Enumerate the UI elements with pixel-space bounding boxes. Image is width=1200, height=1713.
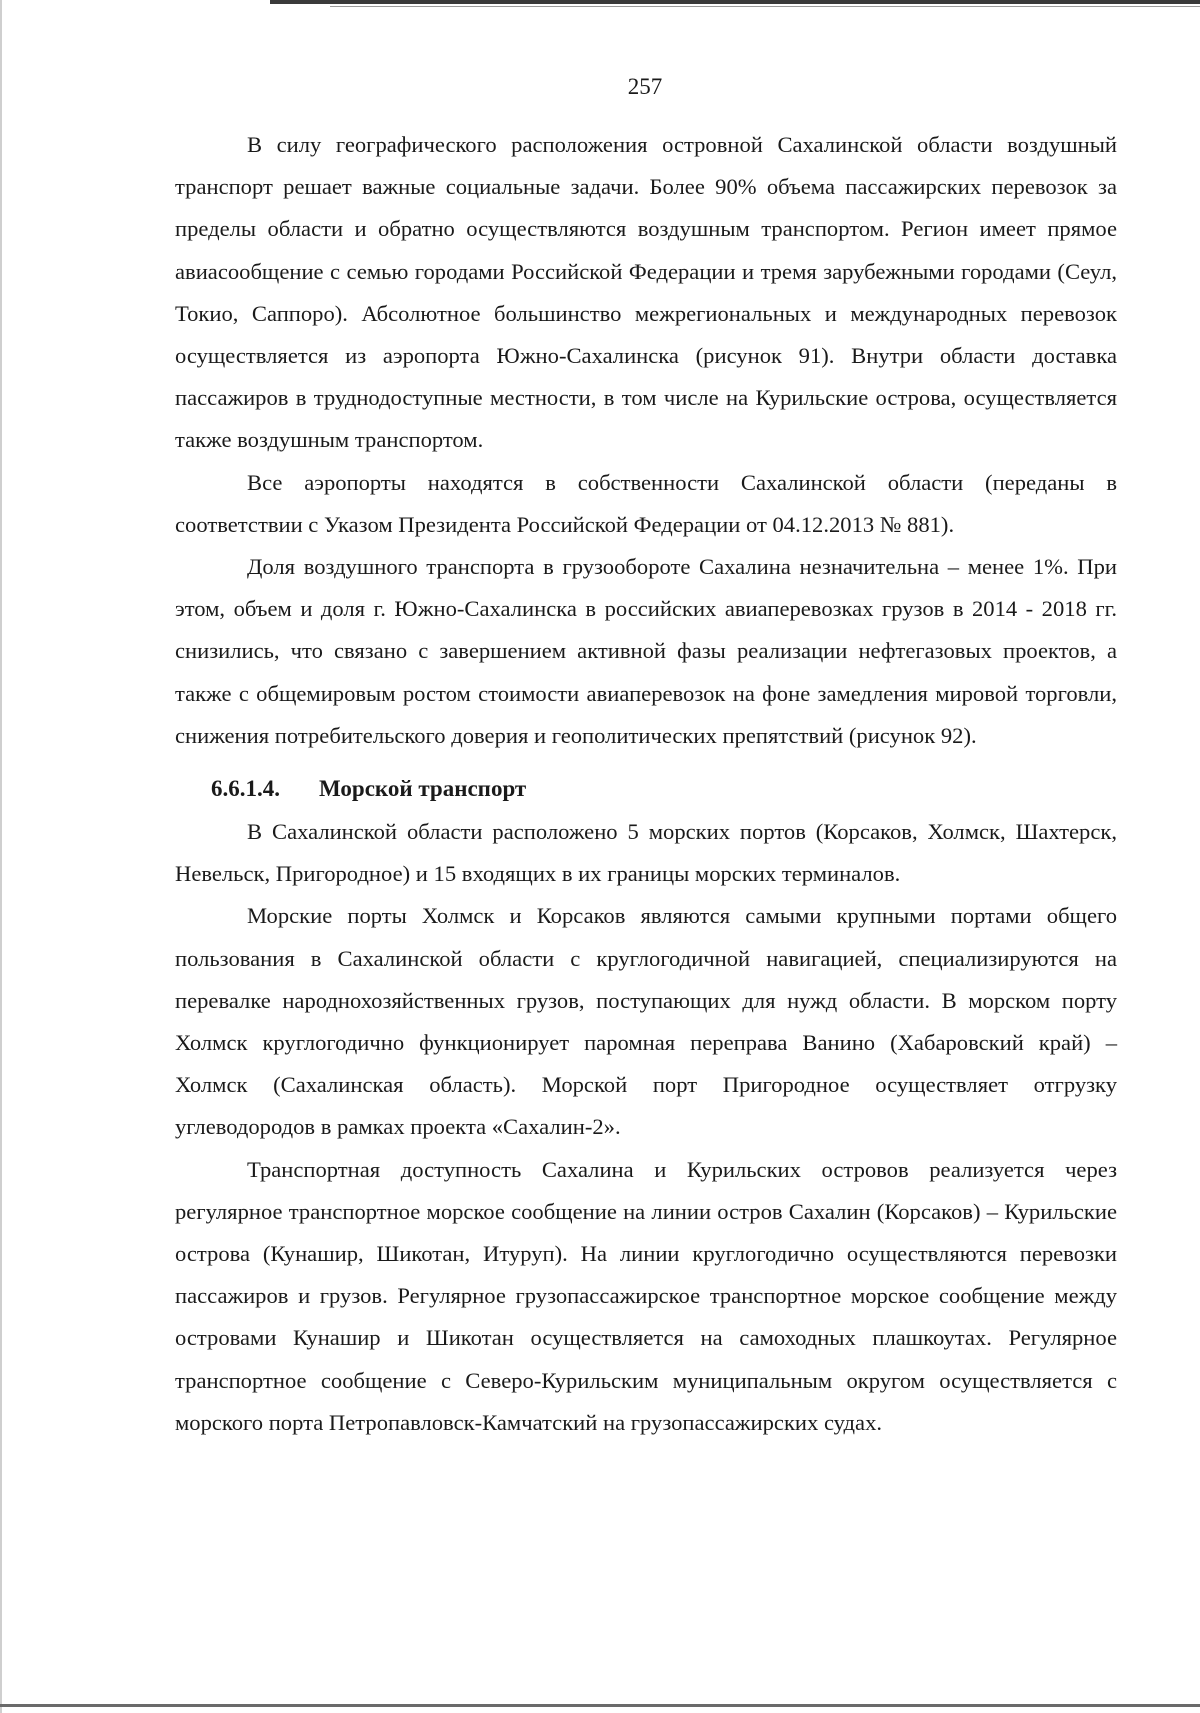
paragraph-sea-ports: В Сахалинской области расположено 5 морских портов (Корсаков, Холмск, Шахтерск, Невельск, Пригородное) и 15 входящих в их границы морских терминалов. <box>175 819 1117 887</box>
paragraph-airports-ownership: Все аэропорты находятся в собственности Сахалинской области (переданы в соответствии с Указом Президента Российской Федерации от 04.12.2013 № 881). <box>175 469 1117 537</box>
scan-edge-bottom <box>0 1704 1200 1707</box>
section-number: 6.6.1.4. <box>211 776 280 802</box>
paragraph-air-transport-role: В силу географического расположения островной Сахалинской области воздушный транспорт решает важные социальные задачи. Более 90% объема пассажирских перевозок за пределы области и обратно осуществляются воздушным транспортом. Регион имеет прямое авиасообщение с семью городами Российской Федерации и тремя зарубежными городами (Сеул, Токио, Саппоро). Абсолютное большинство межрегиональных и международных перевозок осуществляется из аэропорта Южно-Сахалинска (рисунок 91). Внутри области доставка пассажиров в труднодоступные местности, в том числе на Курильские острова, осуществляется также воздушным транспортом. <box>175 132 1117 453</box>
paragraph-kuril-connectivity: Транспортная доступность Сахалина и Курильских островов реализуется через регулярное транспортное морское сообщение на линии остров Сахалин (Корсаков) – Курильские острова (Кунашир, Шикотан, Итуруп). На линии круглогодично осуществляются перевозки пассажиров и грузов. Регулярное грузопассажирское транспортное морское сообщение между островами Кунашир и Шикотан осуществляется на самоходных плашкоутах. Регулярное транспортное сообщение с Северо-Курильским муниципальным округом осуществляется с морского порта Петропавловск-Камчатский на грузопассажирских судах. <box>175 1156 1117 1435</box>
section-heading <box>211 768 1117 810</box>
section-title: Морской транспорт <box>319 776 527 802</box>
scan-edge-top-secondary <box>330 6 1200 7</box>
scan-edge-top <box>270 0 1200 4</box>
scan-edge-left <box>0 0 2 1713</box>
document-body <box>175 124 1117 1444</box>
paragraph-major-ports: Морские порты Холмск и Корсаков являются самыми крупными портами общего пользования в Сахалинской области с круглогодичной навигацией, специализируются на перевалке народнохозяйственных грузов, поступающих для нужд области. В морском порту Холмск круглогодично функционирует паромная переправа Ванино (Хабаровский край) – Холмск (Сахалинская область). Морской порт Пригородное осуществляет отгрузку углеводородов в рамках проекта «Сахалин-2». <box>175 903 1117 1140</box>
page-number: 257 <box>627 74 663 99</box>
paragraph-air-cargo-share: Доля воздушного транспорта в грузообороте Сахалина незначительна – менее 1%. При этом, объем и доля г. Южно-Сахалинска в российских авиаперевозках грузов в 2014 - 2018 гг. снизились, что связано с завершением активной фазы реализации нефтегазовых проектов, а также с общемировым ростом стоимости авиаперевозок на фоне замедления мировой торговли, снижения потребительского доверия и геополитических препятствий (рисунок 92). <box>175 554 1117 748</box>
